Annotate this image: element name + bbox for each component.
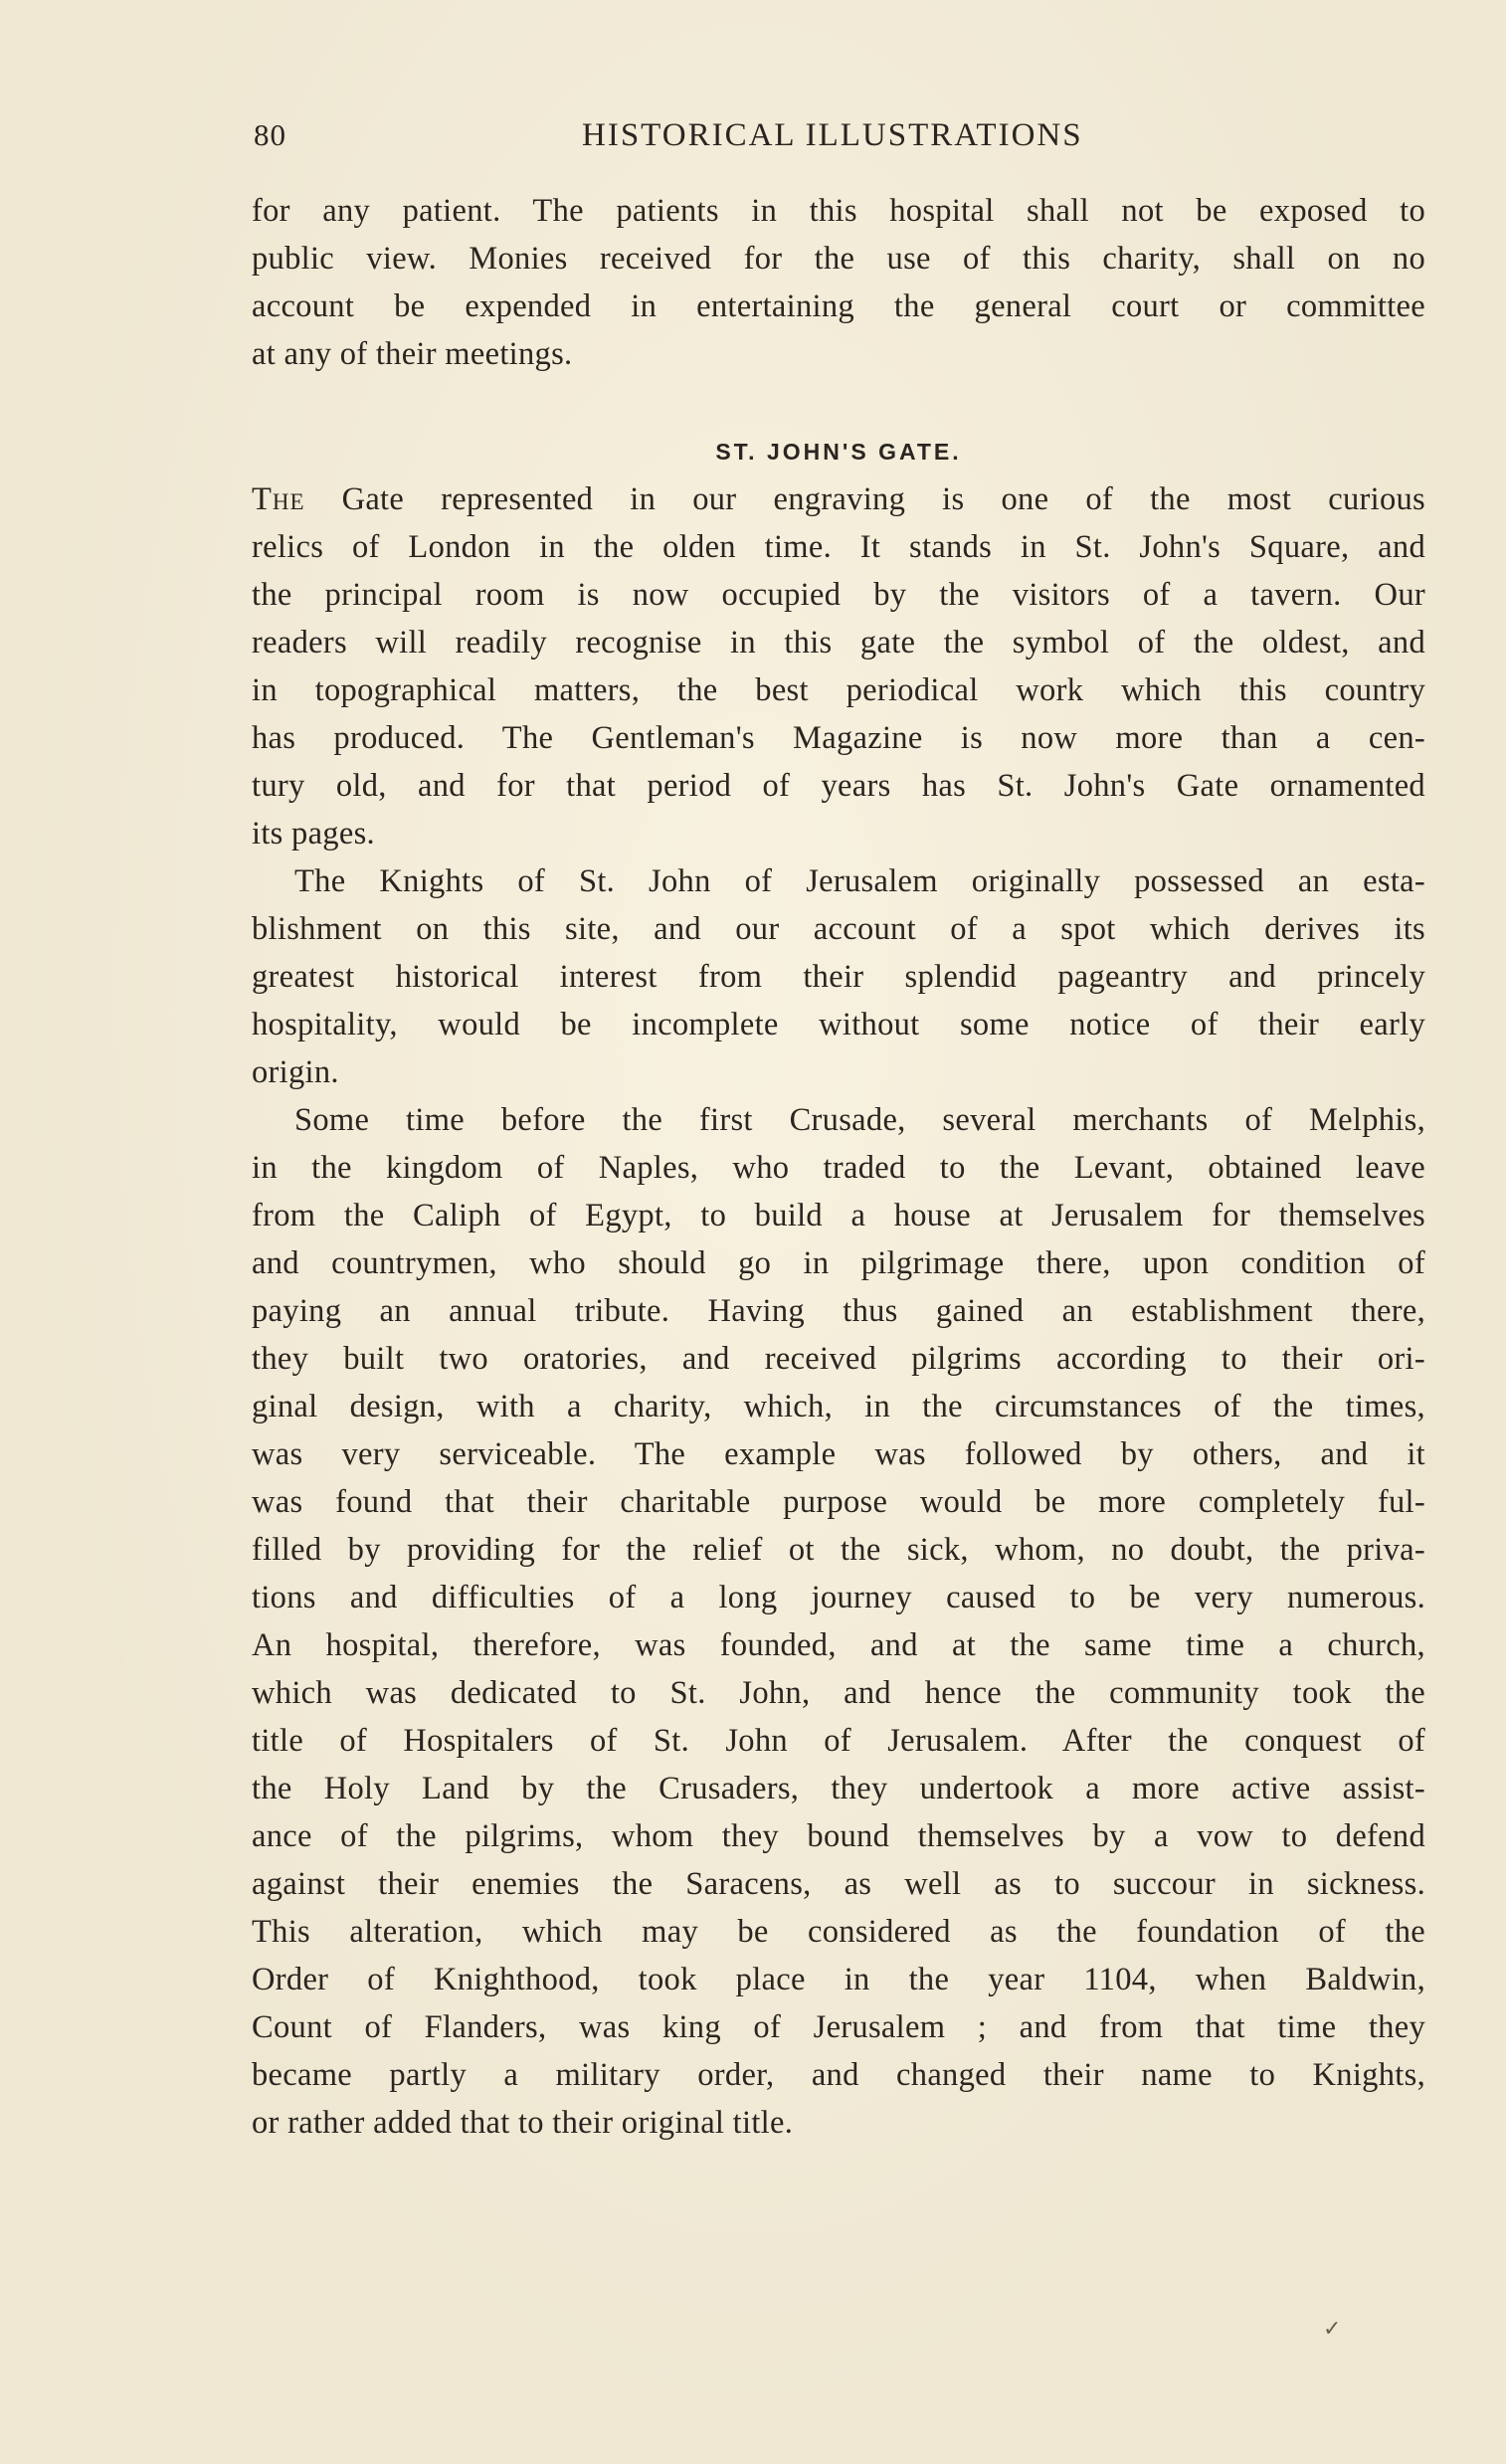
text-line: Count of Flanders, was king of Jerusalem ; and from that time they bbox=[252, 2009, 1425, 2045]
text-line: An hospital, therefore, was founded, and at the same time a church, bbox=[252, 1627, 1425, 1663]
paragraph-3 bbox=[252, 1096, 1425, 2147]
text-line: filled by providing for the relief ot the sick, whom, no doubt, the priva- bbox=[252, 1532, 1425, 1568]
paragraph-2 bbox=[252, 857, 1425, 1096]
text-line: account be expended in entertaining the general court or committee bbox=[252, 288, 1425, 324]
section-heading: ST. JOHN'S GATE. bbox=[715, 439, 962, 465]
text-line: the principal room is now occupied by the visitors of a tavern. Our bbox=[252, 577, 1425, 613]
text-line: at any of their meetings. bbox=[252, 336, 573, 372]
text-line: was found that their charitable purpose would be more completely ful- bbox=[252, 1484, 1425, 1520]
text-line: public view. Monies received for the use of this charity, shall on no bbox=[252, 241, 1425, 277]
text-line: has produced. The Gentleman's Magazine is now more than a cen- bbox=[252, 720, 1425, 756]
continuation-paragraph bbox=[252, 187, 1425, 378]
text-line: Some time before the first Crusade, several merchants of Melphis, bbox=[294, 1102, 1425, 1138]
text-line: origin. bbox=[252, 1054, 339, 1090]
text-line: blishment on this site, and our account of a spot which derives its bbox=[252, 911, 1425, 947]
text-line: or rather added that to their original title. bbox=[252, 2105, 794, 2141]
text-line: readers will readily recognise in this gate the symbol of the oldest, and bbox=[252, 625, 1425, 661]
page-header bbox=[254, 117, 1248, 167]
text-line: ance of the pilgrims, whom they bound themselves by a vow to defend bbox=[252, 1818, 1425, 1854]
page-number: 80 bbox=[254, 117, 286, 152]
text-line: for any patient. The patients in this hospital shall not be exposed to bbox=[252, 193, 1425, 229]
text-line bbox=[252, 475, 1425, 523]
text-line: The Knights of St. John of Jerusalem originally possessed an esta- bbox=[294, 863, 1425, 899]
running-head: HISTORICAL ILLUSTRATIONS bbox=[582, 117, 1083, 153]
text-line-rest: Gate represented in our engraving is one of the most curious bbox=[304, 481, 1425, 517]
text-line: against their enemies the Saracens, as well as to succour in sickness. bbox=[252, 1866, 1425, 1902]
text-line: they built two oratories, and received pilgrims according to their ori- bbox=[252, 1341, 1425, 1377]
text-line: title of Hospitalers of St. John of Jerusalem. After the conquest of bbox=[252, 1723, 1425, 1759]
text-line: ginal design, with a charity, which, in the circumstances of the times, bbox=[252, 1389, 1425, 1424]
text-line: tions and difficulties of a long journey caused to be very numerous. bbox=[252, 1580, 1425, 1615]
text-line: hospitality, would be incomplete without some notice of their early bbox=[252, 1007, 1425, 1042]
text-line: from the Caliph of Egypt, to build a house at Jerusalem for themselves bbox=[252, 1198, 1425, 1233]
text-line: This alteration, which may be considered as the foundation of the bbox=[252, 1914, 1425, 1950]
lead-word: The bbox=[252, 481, 305, 517]
text-line: in the kingdom of Naples, who traded to the Levant, obtained leave bbox=[252, 1150, 1425, 1186]
text-line: became partly a military order, and changed their name to Knights, bbox=[252, 2057, 1425, 2093]
text-line: tury old, and for that period of years has St. John's Gate ornamented bbox=[252, 768, 1425, 804]
text-line: Order of Knighthood, took place in the year 1104, when Baldwin, bbox=[252, 1962, 1425, 1997]
text-line: and countrymen, who should go in pilgrimage there, upon condition of bbox=[252, 1245, 1425, 1281]
text-line: paying an annual tribute. Having thus gained an establishment there, bbox=[252, 1293, 1425, 1329]
footer-mark: ✓ bbox=[1323, 2316, 1342, 2341]
text-line: which was dedicated to St. John, and hence the community took the bbox=[252, 1675, 1425, 1711]
text-line: greatest historical interest from their splendid pageantry and princely bbox=[252, 959, 1425, 995]
text-line: its pages. bbox=[252, 816, 375, 852]
text-line: the Holy Land by the Crusaders, they undertook a more active assist- bbox=[252, 1771, 1425, 1806]
text-line: relics of London in the olden time. It stands in St. John's Square, and bbox=[252, 529, 1425, 565]
text-line: was very serviceable. The example was followed by others, and it bbox=[252, 1436, 1425, 1472]
paragraph-1 bbox=[252, 475, 1425, 857]
body-text bbox=[252, 187, 1425, 2147]
text-line: in topographical matters, the best periodical work which this country bbox=[252, 672, 1425, 708]
